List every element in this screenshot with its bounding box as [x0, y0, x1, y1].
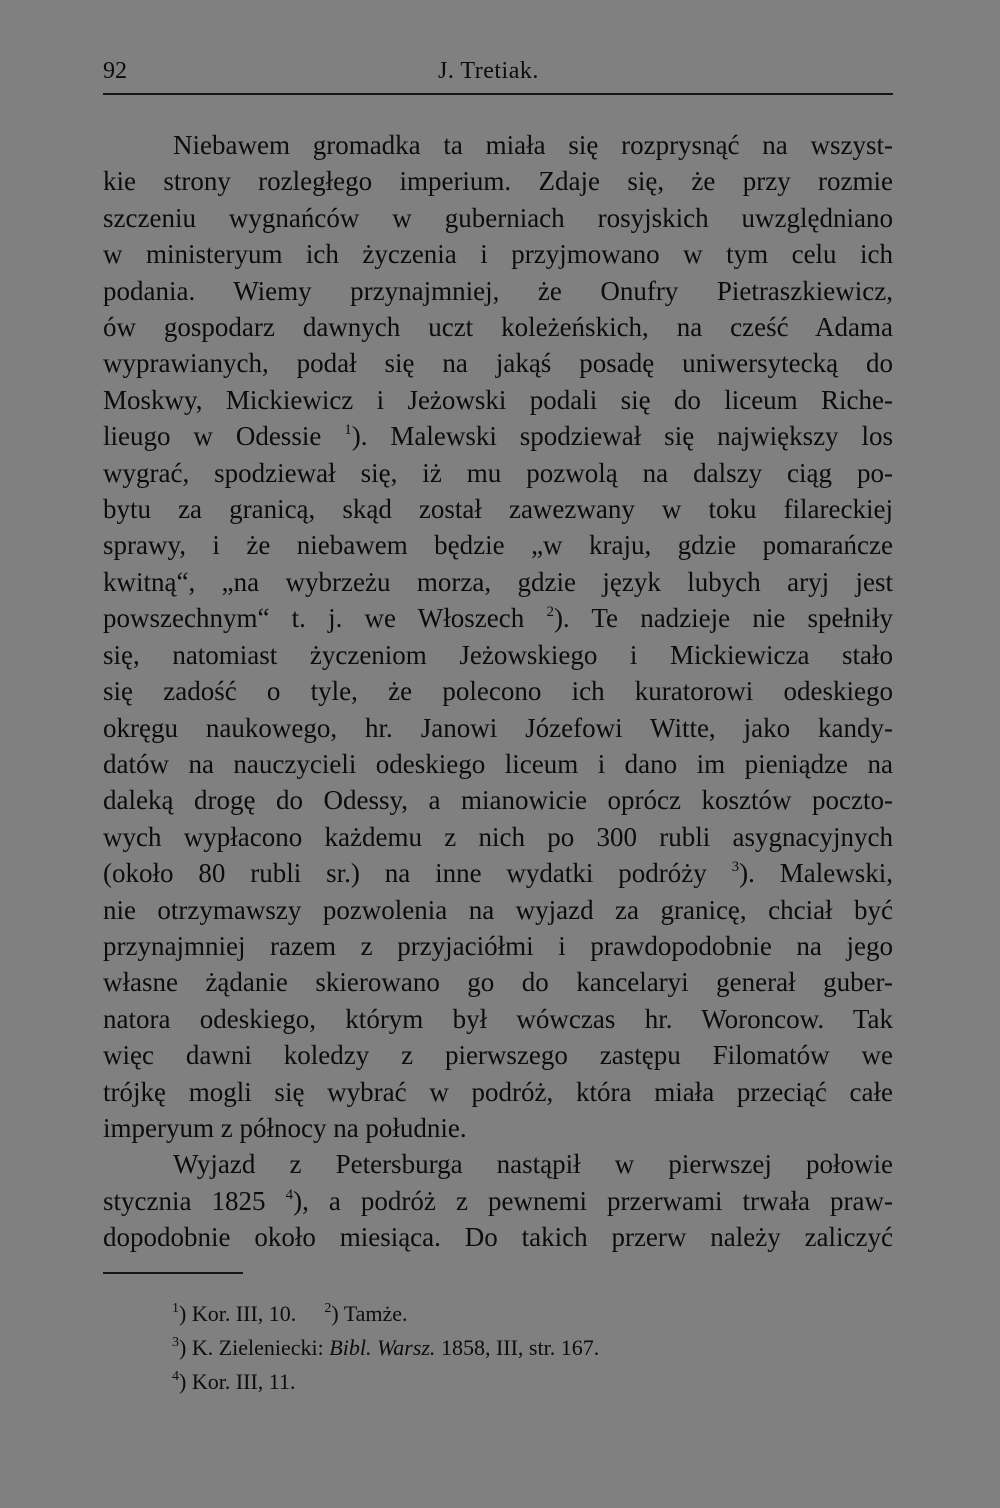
- footnote-ref: 1: [344, 422, 352, 439]
- footnote-row: [172, 1331, 892, 1365]
- page-header: [103, 58, 893, 88]
- text-line: szczeniu wygnańców w guberniach rosyjskich uwzględniano: [103, 202, 893, 233]
- footnote-ref: 2: [546, 604, 554, 621]
- text-line: bytu za granicą, skąd został zawezwany w toku filareckiej: [103, 494, 893, 525]
- text-segment: ). Malewski spodziewał się największy los: [351, 421, 893, 452]
- footnote-text: 1858, III, str. 167.: [435, 1335, 600, 1360]
- body-text: [103, 127, 893, 1256]
- text-segment: ), a podróż z pewnemi przerwami trwała praw-: [293, 1185, 894, 1216]
- text-line: daleką drogę do Odessy, a mianowicie oprócz kosztów poczto-: [103, 785, 893, 816]
- text-line: w ministeryum ich życzenia i przyjmowano w tym celu ich: [103, 239, 893, 270]
- text-segment: powszechnym“ t. j. we Włoszech: [103, 603, 525, 634]
- text-line: się, natomiast życzeniom Jeżowskiego i Mickiewicza stało: [103, 639, 893, 670]
- footnote-mark: 4: [172, 1369, 179, 1384]
- text-line: podania. Wiemy przynajmniej, że Onufry Pietraszkiewicz,: [103, 275, 893, 306]
- text-line: [103, 600, 893, 636]
- text-line: Moskwy, Mickiewicz i Jeżowski podali się do liceum Riche-: [103, 384, 893, 415]
- header-rule: [103, 93, 893, 95]
- text-line: więc dawni koledzy z pierwszego zastępu Filomatów we: [103, 1040, 893, 1071]
- text-line: wych wypłacono każdemu z nich po 300 rubli asygnacyjnych: [103, 821, 893, 852]
- text-line: dopodobnie około miesiąca. Do takich przerw należy zaliczyć: [103, 1222, 893, 1253]
- text-segment: (około 80 rubli sr.) na inne wydatki podróży: [103, 858, 707, 889]
- text-line: wygrać, spodziewał się, iż mu pozwolą na dalszy ciąg po-: [103, 457, 893, 488]
- text-line: imperyum z północy na południe.: [103, 1112, 467, 1143]
- footnote-ref: 4: [285, 1186, 294, 1203]
- text-line: Wyjazd z Petersburga nastąpił w pierwszej połowie: [173, 1149, 893, 1180]
- footnotes: [172, 1297, 892, 1399]
- footnote-text: ) K. Zieleniecki:: [179, 1335, 330, 1360]
- text-line: [103, 418, 893, 454]
- page-number: 92: [103, 58, 127, 84]
- footnote-row: [172, 1365, 892, 1399]
- text-line: wyprawianych, podał się na jakąś posadę uniwersytecką do: [103, 348, 893, 379]
- text-line: sprawy, i że niebawem będzie „w kraju, gdzie pomarańcze: [103, 530, 893, 561]
- text-line: natora odeskiego, którym był wówczas hr. Woroncow. Tak: [103, 1003, 893, 1034]
- text-segment: ). Te nadzieje nie spełniły: [553, 603, 894, 634]
- footnote-rule: [103, 1272, 243, 1274]
- text-line: przynajmniej razem z przyjaciółmi i prawdopodobnie na jego: [103, 930, 893, 961]
- text-line: trójkę mogli się wybrać w podróż, która miała przeciąć całe: [103, 1076, 893, 1107]
- text-line: się zadość o tyle, że polecono ich kuratorowi odeskiego: [103, 676, 893, 707]
- footnote-ref: 3: [731, 859, 740, 876]
- footnote-title: Bibl. Warsz.: [329, 1335, 436, 1360]
- text-segment: stycznia 1825: [103, 1185, 266, 1216]
- text-segment: ). Malewski,: [739, 858, 894, 889]
- footnote-text: ) Kor. III, 11.: [179, 1369, 296, 1394]
- text-line: własne żądanie skierowano go do kancelaryi generał guber-: [103, 967, 893, 998]
- footnote-mark: 1: [172, 1301, 179, 1316]
- footnote-row: [172, 1297, 892, 1331]
- footnote-text: ) Tamże.: [331, 1301, 408, 1326]
- text-line: kie strony rozległego imperium. Zdaje się, że przy rozmie: [103, 166, 893, 197]
- text-line: [103, 855, 893, 891]
- footnote-mark: 2: [324, 1301, 332, 1316]
- text-line: ów gospodarz dawnych uczt koleżeńskich, na cześć Adama: [103, 312, 893, 343]
- text-line: okręgu naukowego, hr. Janowi Józefowi Witte, jako kandy-: [103, 712, 893, 743]
- footnote-mark: 3: [172, 1335, 179, 1350]
- text-line: Niebawem gromadka ta miała się rozprysnąć na wszyst-: [173, 130, 893, 160]
- text-line: [103, 1183, 893, 1219]
- text-line: datów na nauczycieli odeskiego liceum i dano im pieniądze na: [103, 748, 893, 779]
- text-line: kwitną“, „na wybrzeżu morza, gdzie język lubych aryj jest: [103, 566, 893, 597]
- text-segment: lieugo w Odessie: [103, 421, 322, 452]
- footnote-text: ) Kor. III, 10.: [179, 1301, 297, 1326]
- text-line: nie otrzymawszy pozwolenia na wyjazd za granicę, chciał być: [103, 894, 893, 925]
- running-head: J. Tretiak.: [438, 58, 539, 84]
